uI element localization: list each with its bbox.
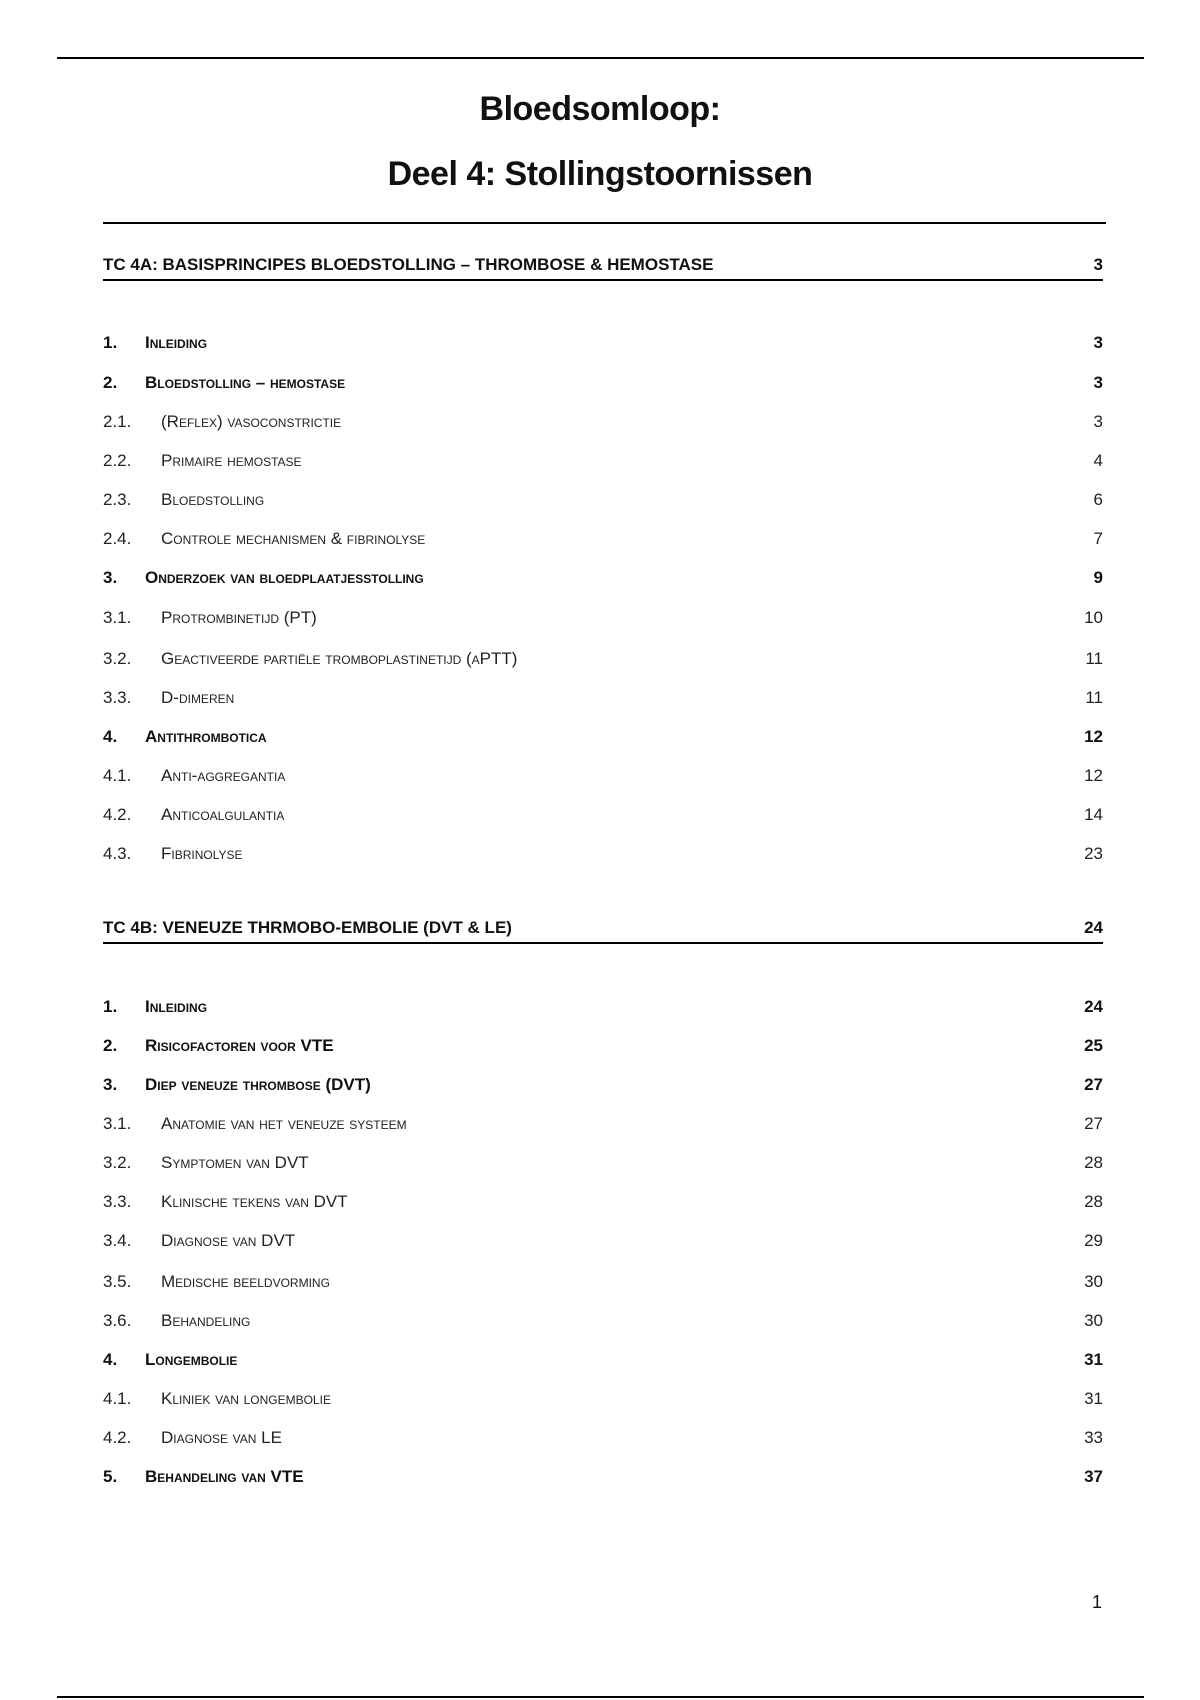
toc-entry-label: Protrombinetijd (PT) (161, 608, 317, 627)
toc-entry[interactable] (103, 997, 1103, 1021)
document-subtitle: Deel 4: Stollingstoornissen (387, 155, 813, 193)
toc-entry-number: 2. (103, 373, 118, 392)
toc-entry-page: 31 (1084, 1389, 1103, 1408)
toc-entry-page: 11 (1085, 649, 1103, 668)
toc-part-heading[interactable] (103, 255, 1103, 281)
toc-entry-number: 2.3. (103, 490, 132, 509)
toc-entry-page: 3 (1093, 412, 1103, 431)
toc-entry[interactable] (103, 529, 1103, 553)
toc-entry[interactable] (103, 1231, 1103, 1255)
toc-entry-label: (Reflex) vasoconstrictie (161, 412, 342, 431)
toc-entry[interactable] (103, 1192, 1103, 1216)
toc-part-heading[interactable] (103, 918, 1103, 944)
toc-entry-label: Behandeling (161, 1311, 251, 1330)
toc-entry-number: 3.1. (103, 608, 132, 627)
toc-entry-page: 25 (1084, 1036, 1103, 1055)
toc-entry[interactable] (103, 373, 1103, 397)
toc-entry-page: 4 (1093, 451, 1103, 470)
toc-entry-page: 31 (1084, 1350, 1103, 1369)
toc-entry-label: Bloedstolling (161, 490, 265, 509)
toc-entry-number: 4.3. (103, 844, 132, 863)
toc-entry-number: 3.2. (103, 1153, 132, 1172)
toc-entry-page: 29 (1084, 1231, 1103, 1250)
top-rule (57, 57, 1144, 59)
toc-entry-number: 3.6. (103, 1311, 132, 1330)
toc-entry-page: 24 (1084, 918, 1103, 937)
toc-entry-number: 3.3. (103, 688, 132, 707)
toc-entry-number: 3.4. (103, 1231, 132, 1250)
toc-entry[interactable] (103, 844, 1103, 868)
toc-entry-number: 1. (103, 333, 118, 352)
toc-entry[interactable] (103, 1036, 1103, 1060)
toc-entry[interactable] (103, 333, 1103, 357)
toc-entry-number: 4.1. (103, 766, 132, 785)
toc-entry-page: 9 (1093, 568, 1103, 587)
toc-entry-label: Controle mechanismen & fibrinolyse (161, 529, 426, 548)
toc-entry-number: 1. (103, 997, 118, 1016)
toc-entry-page: 11 (1085, 688, 1103, 707)
toc-entry[interactable] (103, 766, 1103, 790)
toc-entry-label: Risicofactoren voor VTE (145, 1036, 334, 1055)
toc-entry-label: Bloedstolling – hemostase (145, 373, 346, 392)
toc-entry-number: 3.3. (103, 1192, 132, 1211)
toc-entry-page: 37 (1084, 1467, 1103, 1486)
toc-entry-label: Inleiding (145, 333, 208, 352)
toc-entry[interactable] (103, 1114, 1103, 1138)
toc-entry-page: 7 (1093, 529, 1103, 548)
toc-entry[interactable] (103, 490, 1103, 514)
toc-entry-label: TC 4B: VENEUZE THRMOBO-EMBOLIE (DVT & LE) (103, 918, 512, 937)
toc-entry-number: 3.2. (103, 649, 132, 668)
toc-entry-number: 4.1. (103, 1389, 132, 1408)
title-rule (103, 222, 1106, 224)
bottom-rule (57, 1696, 1144, 1698)
toc-entry[interactable] (103, 1350, 1103, 1374)
toc-entry[interactable] (103, 1272, 1103, 1296)
document-title: Bloedsomloop: (479, 90, 721, 128)
toc-entry-label: Fibrinolyse (161, 844, 243, 863)
toc-entry-number: 2.1. (103, 412, 132, 431)
toc-entry-label: Onderzoek van bloedplaatjesstolling (145, 568, 424, 587)
toc-entry[interactable] (103, 649, 1103, 673)
toc-entry-number: 4. (103, 1350, 118, 1369)
toc-entry[interactable] (103, 1428, 1103, 1452)
toc-entry-number: 3.1. (103, 1114, 132, 1133)
toc-entry-label: Longembolie (145, 1350, 238, 1369)
toc-entry[interactable] (103, 1153, 1103, 1177)
toc-entry[interactable] (103, 568, 1103, 592)
toc-entry[interactable] (103, 1389, 1103, 1413)
toc-entry-number: 5. (103, 1467, 118, 1486)
toc-entry-label: Antithrombotica (145, 727, 267, 746)
toc-entry-number: 2.2. (103, 451, 132, 470)
page-number: 1 (1091, 1592, 1102, 1612)
toc-entry-label: Diagnose van LE (161, 1428, 282, 1447)
toc-entry-number: 2. (103, 1036, 118, 1055)
toc-entry[interactable] (103, 412, 1103, 436)
toc-entry-label: TC 4A: BASISPRINCIPES BLOEDSTOLLING – THROMBOSE & HEMOSTASE (103, 255, 714, 274)
toc-entry-page: 28 (1084, 1153, 1103, 1172)
toc-entry-page: 28 (1084, 1192, 1103, 1211)
toc-entry-label: Behandeling van VTE (145, 1467, 304, 1486)
toc-entry-label: Anticoalgulantia (161, 805, 285, 824)
toc-entry-label: Symptomen van DVT (161, 1153, 309, 1172)
toc-entry-number: 3.5. (103, 1272, 132, 1291)
toc-entry-page: 3 (1093, 333, 1103, 352)
toc-entry[interactable] (103, 805, 1103, 829)
toc-entry[interactable] (103, 1311, 1103, 1335)
toc-entry-page: 12 (1084, 766, 1103, 785)
toc-entry-label: Anti-aggregantia (161, 766, 286, 785)
toc-entry-page: 24 (1084, 997, 1103, 1016)
toc-entry-page: 3 (1093, 373, 1103, 392)
toc-entry-page: 30 (1084, 1272, 1103, 1291)
toc-entry-page: 27 (1084, 1114, 1103, 1133)
toc-entry[interactable] (103, 451, 1103, 475)
toc-entry-label: Primaire hemostase (161, 451, 302, 470)
toc-entry-page: 30 (1084, 1311, 1103, 1330)
toc-entry-number: 4.2. (103, 805, 132, 824)
toc-entry-number: 4. (103, 727, 118, 746)
toc-entry-label: Inleiding (145, 997, 208, 1016)
toc-entry[interactable] (103, 727, 1103, 751)
toc-entry-label: Diagnose van DVT (161, 1231, 296, 1250)
toc-entry-page: 3 (1093, 255, 1103, 274)
toc-entry-page: 33 (1084, 1428, 1103, 1447)
toc-entry-number: 3. (103, 568, 118, 587)
toc-entry-page: 6 (1093, 490, 1103, 509)
toc-entry-label: Medische beeldvorming (161, 1272, 330, 1291)
toc-entry-label: Kliniek van longembolie (161, 1389, 331, 1408)
toc-entry-page: 14 (1084, 805, 1103, 824)
toc-entry-page: 10 (1084, 608, 1103, 627)
toc-entry-label: Geactiveerde partiële tromboplastinetijd (aPTT) (161, 649, 518, 668)
toc-entry-label: Anatomie van het veneuze systeem (161, 1114, 407, 1133)
toc-entry[interactable] (103, 688, 1103, 712)
toc-entry[interactable] (103, 1467, 1103, 1491)
toc-entry-label: D-dimeren (161, 688, 235, 707)
toc-entry-label: Klinische tekens van DVT (161, 1192, 348, 1211)
toc-entry[interactable] (103, 1075, 1103, 1099)
toc-entry-number: 3. (103, 1075, 118, 1094)
toc-entry-label: Diep veneuze thrombose (DVT) (145, 1075, 371, 1094)
toc-entry-page: 23 (1084, 844, 1103, 863)
toc-entry-number: 4.2. (103, 1428, 132, 1447)
toc-entry-number: 2.4. (103, 529, 132, 548)
toc-entry[interactable] (103, 608, 1103, 632)
toc-entry-page: 27 (1084, 1075, 1103, 1094)
toc-entry-page: 12 (1084, 727, 1103, 746)
